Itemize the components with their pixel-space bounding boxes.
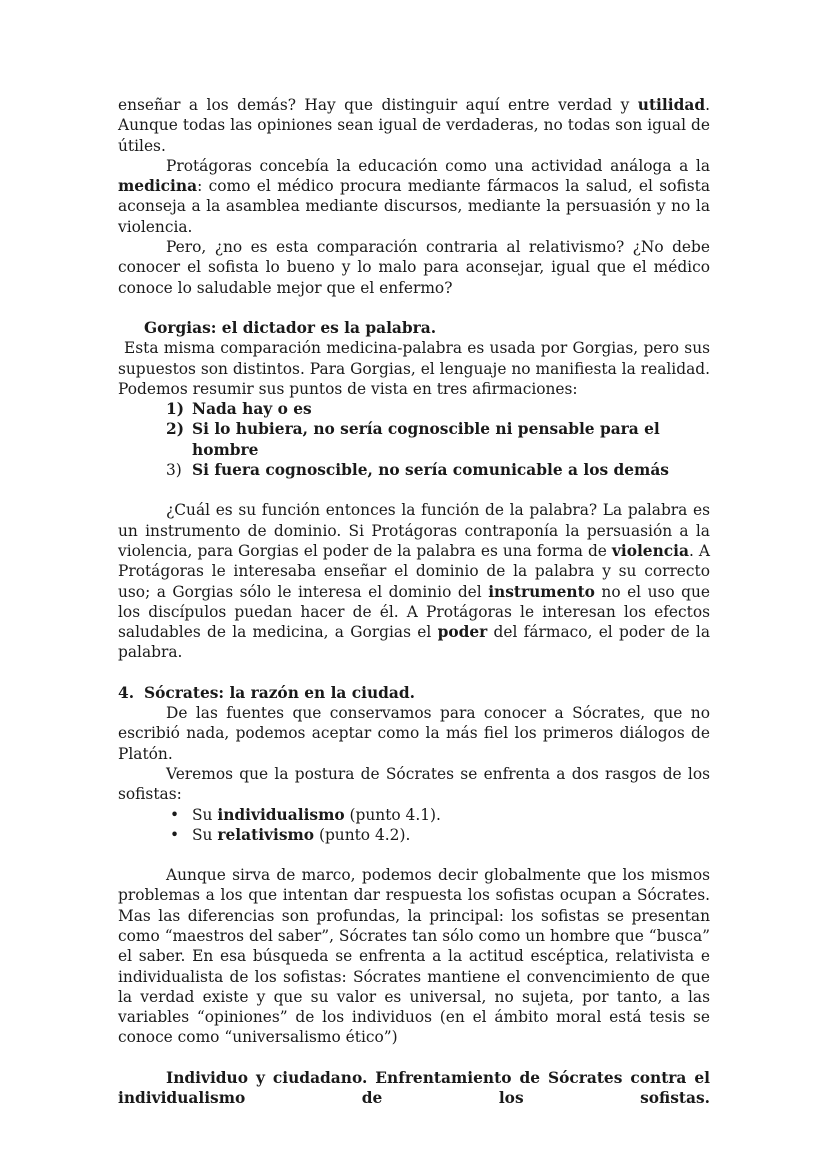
paragraph-gorgias-intro: Esta misma comparación medicina-palabra es usada por Gorgias, pero sus supuestos son distintos. Para Gorgias, el lenguaje no manifiesta la realidad. Podemos resumir sus puntos de vista en tres afirmaciones: (118, 339, 710, 398)
heading-individuo-ciudadano: Individuo y ciudadano. Enfrentamiento de Sócrates contra el individualismo de los sofistas. (118, 1068, 710, 1108)
list-item: • Su individualismo (punto 4.1). (170, 805, 441, 824)
list-item: • Su relativismo (punto 4.2). (170, 825, 411, 844)
list-item: 1) Nada hay o es (166, 400, 312, 419)
list-item: 3) Si fuera cognoscible, no sería comunicable a los demás (166, 461, 669, 480)
paragraph-relativismo: Pero, ¿no es esta comparación contraria al relativismo? ¿No debe conocer el sofista lo bueno y lo malo para aconsejar, igual que el médico conoce lo saludable mejor que el enfermo? (118, 238, 710, 297)
paragraph-fuentes: De las fuentes que conservamos para conocer a Sócrates, que no escribió nada, podemos aceptar como la más fiel los primeros diálogos de Platón. (118, 704, 710, 763)
emphasis-instrumento: instrumento (488, 582, 595, 601)
list-item: 2) Si lo hubiera, no sería cognoscible ni pensable para el hombre (166, 420, 660, 459)
emphasis-violencia: violencia (611, 541, 689, 560)
emphasis-medicina: medicina (118, 177, 198, 196)
paragraph-medicina: Protágoras concebía la educación como una actividad análoga a la medicina: como el médico procura mediante fármacos la salud, el sofista aconseja a la asamblea mediante discursos, mediante la persuasión y no la violencia. (118, 156, 710, 236)
paragraph-funcion-palabra: ¿Cuál es su función entonces la función de la palabra? La palabra es un instrumento de dominio. Si Protágoras contraponía la persuasión a la violencia, para Gorgias el poder de la palabra es una forma de violencia. A Protágoras le interesaba enseñar el dominio de la palabra y su correcto uso; a Gorgias sólo le interesa el dominio del instrumento no el uso que los discípulos puedan hacer de él. A Protágoras le interesan los efectos saludables de la medicina, a Gorgias el poder del fármaco, el poder de la palabra. (118, 501, 710, 662)
emphasis-poder: poder (437, 623, 488, 642)
emphasis-utilidad: utilidad (637, 96, 706, 114)
heading-gorgias: Gorgias: el dictador es la palabra. (144, 318, 437, 337)
heading-socrates: 4. Sócrates: la razón en la ciudad. (118, 683, 416, 702)
bullet-icon: • (170, 825, 180, 844)
rasgos-list (118, 805, 710, 846)
paragraph-verdad-utilidad: enseñar a los demás? Hay que distinguir aquí entre verdad y utilidad. Aunque todas las opiniones sean igual de verdaderas, no todas son igual de útiles. (118, 96, 710, 155)
bullet-icon: • (170, 805, 180, 824)
gorgias-claims-list (118, 399, 710, 480)
paragraph-postura: Veremos que la postura de Sócrates se enfrenta a dos rasgos de los sofistas: (118, 764, 710, 804)
paragraph-diferencias: Aunque sirva de marco, podemos decir globalmente que los mismos problemas a los que intentan dar respuesta los sofistas ocupan a Sócrates. Mas las diferencias son profundas, la principal: los sofistas se presentan como “maestros del saber”, Sócrates tan sólo como un hombre que “busca” el saber. En esa búsqueda se enfrenta a la actitud escéptica, relativista e individualista de los sofistas: Sócrates mantiene el convencimiento de que la verdad existe y que su valor es universal, no sujeta, por tanto, a las variables “opiniones” de los individuos (en el ámbito moral está tesis se conoce como “universalismo ético”) (118, 866, 710, 1047)
